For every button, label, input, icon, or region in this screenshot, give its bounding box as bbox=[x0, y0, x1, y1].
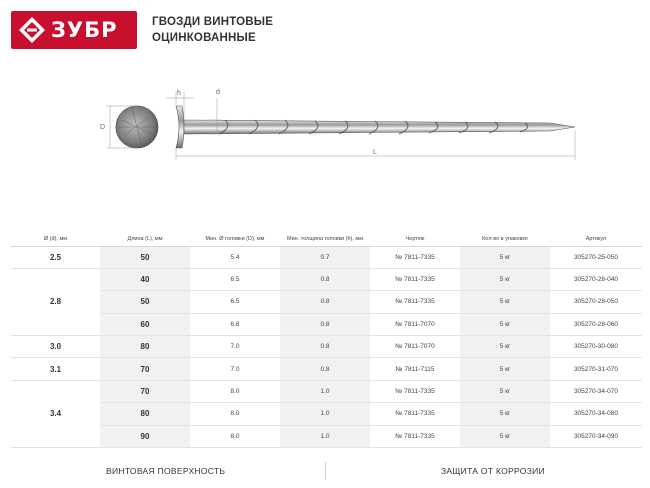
head-diameter-cell: 5.4 bbox=[190, 246, 280, 268]
footer-divider bbox=[325, 462, 326, 480]
diameter-cell: 3.1 bbox=[11, 358, 100, 380]
quantity-cell: 5 кг bbox=[460, 246, 550, 268]
quantity-cell: 5 кг bbox=[460, 358, 550, 380]
quantity-cell: 5 кг bbox=[460, 425, 550, 447]
nail-side-head bbox=[176, 106, 184, 148]
head-thickness-cell: 0.8 bbox=[280, 268, 370, 290]
diameter-cell: 3.4 bbox=[11, 380, 100, 447]
quantity-cell: 5 кг bbox=[460, 291, 550, 313]
article-cell: 305270-28-050 bbox=[550, 291, 642, 313]
article-cell: 305270-28-040 bbox=[550, 268, 642, 290]
footer-feature-right: ЗАЩИТА ОТ КОРРОЗИИ bbox=[441, 466, 545, 476]
footer-feature-left: ВИНТОВАЯ ПОВЕРХНОСТЬ bbox=[106, 466, 226, 476]
head-diameter-cell: 7.0 bbox=[190, 358, 280, 380]
header-length: Длина (L), мм bbox=[100, 232, 190, 246]
head-diameter-cell: 8.0 bbox=[190, 425, 280, 447]
article-cell: 305270-34-090 bbox=[550, 425, 642, 447]
head-thickness-cell: 0.8 bbox=[280, 336, 370, 358]
head-diameter-cell: 6.5 bbox=[190, 291, 280, 313]
article-cell: 305270-28-060 bbox=[550, 313, 642, 335]
diameter-cell: 2.8 bbox=[11, 268, 100, 335]
product-title-line1: ГВОЗДИ ВИНТОВЫЕ bbox=[152, 16, 274, 28]
drawing-cell: № 7811-7335 bbox=[370, 291, 460, 313]
length-cell: 60 bbox=[100, 313, 190, 335]
quantity-cell: 5 кг bbox=[460, 380, 550, 402]
drawing-cell: № 7811-7335 bbox=[370, 246, 460, 268]
drawing-cell: № 7811-7070 bbox=[370, 313, 460, 335]
quantity-cell: 5 кг bbox=[460, 268, 550, 290]
length-cell: 80 bbox=[100, 336, 190, 358]
nail-drawing bbox=[0, 70, 650, 180]
article-cell: 305270-25-050 bbox=[550, 246, 642, 268]
brand-name: ЗУБР bbox=[51, 18, 118, 42]
spec-table bbox=[11, 232, 642, 448]
length-cell: 40 bbox=[100, 268, 190, 290]
label-L: L bbox=[373, 149, 377, 156]
head-diameter-cell: 8.0 bbox=[190, 380, 280, 402]
header-quantity: Кол-во в упаковке bbox=[460, 232, 550, 246]
article-cell: 305270-34-080 bbox=[550, 403, 642, 425]
diameter-cell: 2.5 bbox=[11, 246, 100, 268]
product-title bbox=[152, 14, 273, 46]
nail-shaft bbox=[184, 120, 575, 134]
diameter-cell: 3.0 bbox=[11, 336, 100, 358]
label-h: h bbox=[177, 90, 181, 97]
head-diameter-cell: 7.0 bbox=[190, 336, 280, 358]
quantity-cell: 5 кг bbox=[460, 336, 550, 358]
drawing-cell: № 7811-7335 bbox=[370, 380, 460, 402]
table-row bbox=[11, 291, 642, 313]
drawing-cell: № 7811-7115 bbox=[370, 358, 460, 380]
header-diameter: Ø (d), мм bbox=[11, 232, 100, 246]
table-row bbox=[11, 380, 642, 402]
table-header-row bbox=[11, 232, 642, 246]
header-article: Артикул bbox=[550, 232, 642, 246]
drawing-cell: № 7811-7335 bbox=[370, 425, 460, 447]
length-cell: 70 bbox=[100, 358, 190, 380]
length-cell: 50 bbox=[100, 291, 190, 313]
table-row bbox=[11, 358, 642, 380]
head-diameter-cell: 6.8 bbox=[190, 313, 280, 335]
head-diameter-cell: 6.5 bbox=[190, 268, 280, 290]
table-row bbox=[11, 268, 642, 290]
article-cell: 305270-30-080 bbox=[550, 336, 642, 358]
head-thickness-cell: 0.8 bbox=[280, 358, 370, 380]
head-thickness-cell: 1.0 bbox=[280, 380, 370, 402]
table-row bbox=[11, 425, 642, 447]
head-diameter-cell: 8.0 bbox=[190, 403, 280, 425]
head-thickness-cell: 0.8 bbox=[280, 291, 370, 313]
article-cell: 305270-31-070 bbox=[550, 358, 642, 380]
brand-logo bbox=[11, 11, 137, 49]
head-thickness-cell: 1.0 bbox=[280, 403, 370, 425]
table-row bbox=[11, 336, 642, 358]
header-head-thickness: Мин. толщина головки (h), мм bbox=[280, 232, 370, 246]
length-cell: 90 bbox=[100, 425, 190, 447]
header-drawing: Чертеж bbox=[370, 232, 460, 246]
label-D: D bbox=[100, 124, 106, 131]
brand-emblem-icon bbox=[17, 15, 47, 45]
nail-head-face bbox=[116, 106, 158, 148]
quantity-cell: 5 кг bbox=[460, 403, 550, 425]
head-thickness-cell: 1.0 bbox=[280, 425, 370, 447]
article-cell: 305270-34-070 bbox=[550, 380, 642, 402]
head-thickness-cell: 0.7 bbox=[280, 246, 370, 268]
table-row bbox=[11, 313, 642, 335]
label-d: d bbox=[216, 89, 220, 96]
table-row bbox=[11, 246, 642, 268]
header-head-diameter: Мин. Ø головки (D), мм bbox=[190, 232, 280, 246]
drawing-cell: № 7811-7070 bbox=[370, 336, 460, 358]
quantity-cell: 5 кг bbox=[460, 313, 550, 335]
product-title-line2: ОЦИНКОВАННЫЕ bbox=[152, 32, 256, 44]
table-row bbox=[11, 403, 642, 425]
head-thickness-cell: 0.8 bbox=[280, 313, 370, 335]
drawing-cell: № 7811-7335 bbox=[370, 403, 460, 425]
length-cell: 50 bbox=[100, 246, 190, 268]
length-cell: 80 bbox=[100, 403, 190, 425]
drawing-cell: № 7811-7335 bbox=[370, 268, 460, 290]
length-cell: 70 bbox=[100, 380, 190, 402]
